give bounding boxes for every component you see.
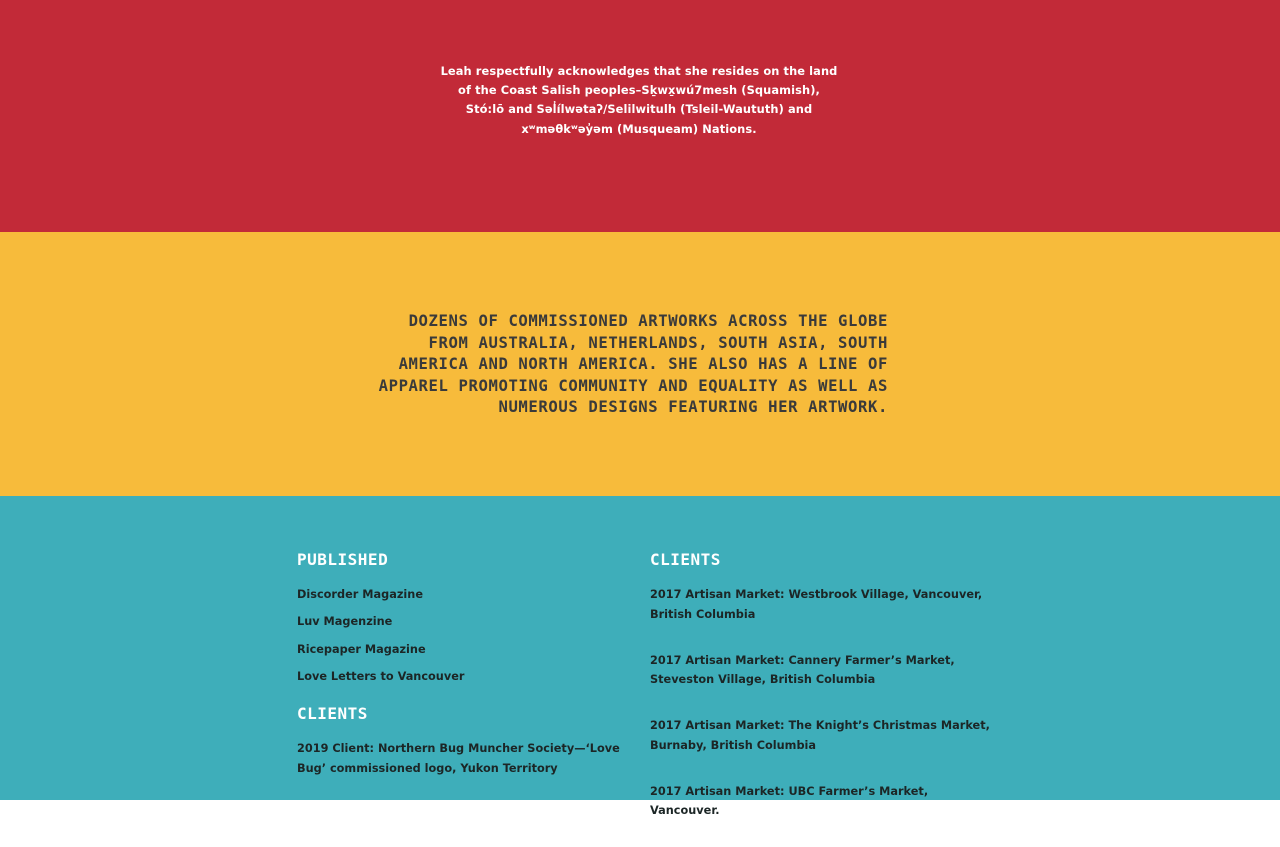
land-acknowledgement-text: Leah respectfully acknowledges that she resides on the land of the Coast Salish peoples–Sḵwx̱wú7mesh (Squamish), Stó:lō and Səl̓ílwətaʔ/Selilwitulh (Tsleil-Waututh) and xʷməθkʷəy̓əm (Musqueam) Nations. <box>440 64 838 136</box>
published-item: Discorder Magazine <box>297 588 423 601</box>
client-item: 2017 Artisan Market: The Knight’s Christmas Market, Burnaby, British Columbia <box>650 719 990 752</box>
client-item: 2017 Artisan Market: Westbrook Village, Vancouver, British Columbia <box>650 588 983 621</box>
credits-section <box>0 496 1280 817</box>
commissions-statement-text: DOZENS OF COMMISSIONED ARTWORKS ACROSS THE GLOBE FROM AUSTRALIA, NETHERLANDS, SOUTH ASIA, SOUTH AMERICA AND NORTH AMERICA. SHE ALSO HAS A LINE OF APPAREL PROMOTING COMMUNITY AND EQUALITY AS WELL AS NUMEROUS DESIGNS FEATURING HER ARTWORK. <box>378 312 888 416</box>
clients-heading-right: CLIENTS <box>650 550 721 569</box>
client-item: 2019 Client: Northern Bug Muncher Society—‘Love Bug’ commissioned logo, Yukon Territory <box>297 742 620 775</box>
client-item: 2017 Artisan Market: Cannery Farmer’s Market, Steveston Village, British Columbia <box>650 653 955 686</box>
client-item: 2017 Artisan Market: UBC Farmer’s Market, Vancouver. <box>650 784 929 817</box>
clients-heading-left: CLIENTS <box>297 704 368 723</box>
published-item: Love Letters to Vancouver <box>297 669 465 683</box>
published-list <box>297 585 627 694</box>
published-heading: PUBLISHED <box>297 550 389 569</box>
published-item: Luv Magenzine <box>297 615 393 629</box>
clients-list-right <box>650 585 990 847</box>
land-acknowledgement-section <box>0 0 1280 232</box>
clients-list-left <box>297 739 627 778</box>
published-item: Ricepaper Magazine <box>297 642 426 656</box>
commissions-statement-section <box>0 232 1280 496</box>
